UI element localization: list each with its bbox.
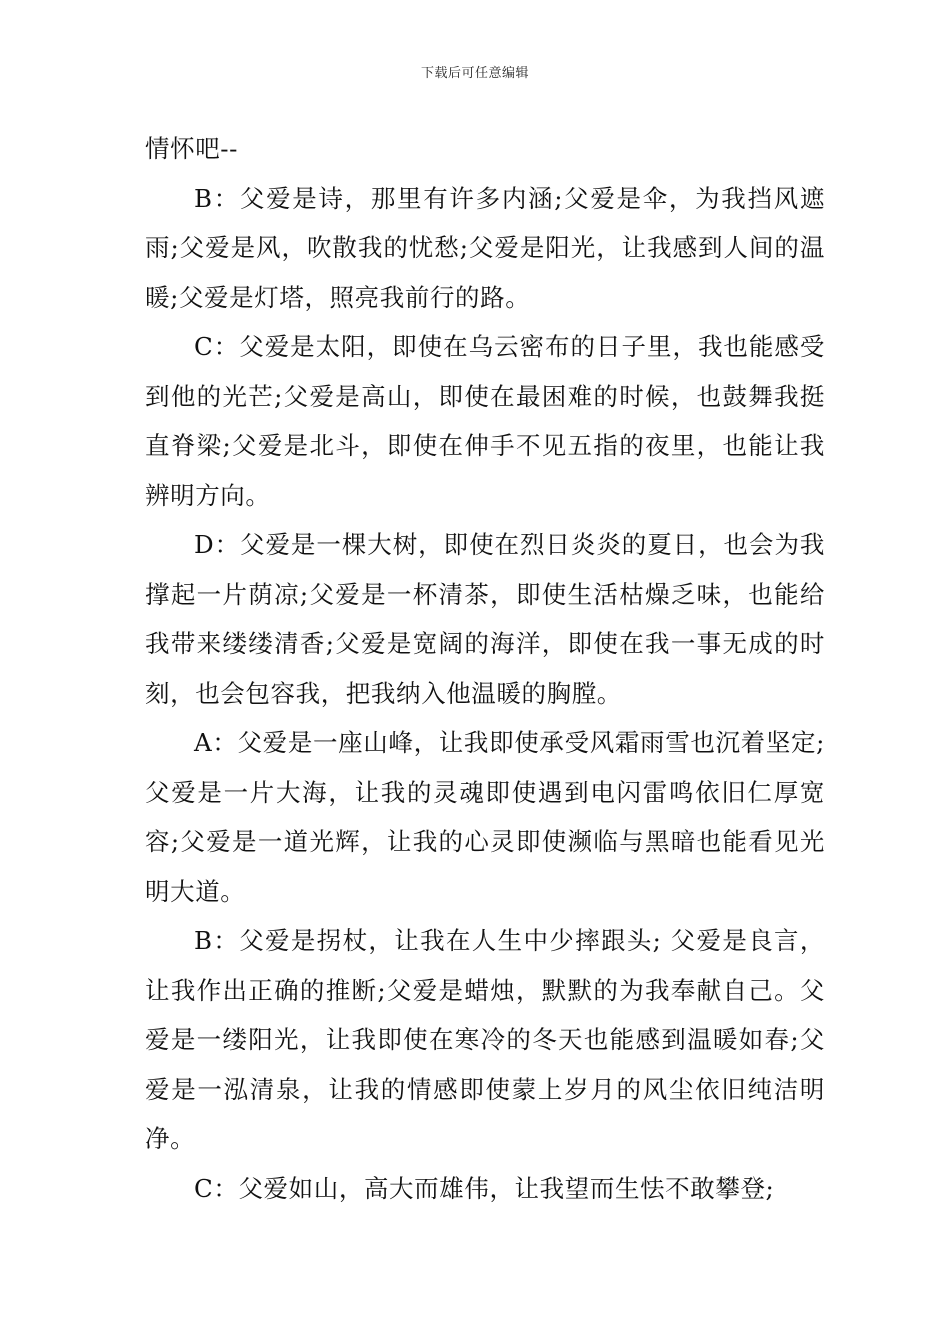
paragraph-a-1: A：父爱是一座山峰，让我即使承受风霜雨雪也沉着坚定;父爱是一片大海，让我的灵魂即使遇到电闪雷鸣依旧仁厚宽容;父爱是一道光辉，让我的心灵即使濒临与黑暗也能看见光明大道。 <box>145 728 825 906</box>
body-text <box>145 124 825 1213</box>
paragraph-b-1: B：父爱是诗，那里有许多内涵;父爱是伞，为我挡风遮雨;父爱是风，吹散我的忧愁;父爱是阳光，让我感到人间的温暖;父爱是灯塔，照亮我前行的路。 <box>145 183 825 312</box>
page-header: 下载后可任意编辑 <box>420 66 529 81</box>
paragraph-d-1: D：父爱是一棵大树，即使在烈日炎炎的夏日，也会为我撑起一片荫凉;父爱是一杯清茶，即使生活枯燥乏味，也能给我带来缕缕清香;父爱是宽阔的海洋，即使在我一事无成的时刻，也会包容我，把我纳入他温暖的胸膛。 <box>145 530 825 708</box>
paragraph-b-2: B：父爱是拐杖，让我在人生中少摔跟头; 父爱是良言，让我作出正确的推断;父爱是蜡烛，默默的为我奉献自己。父爱是一缕阳光，让我即使在寒冷的冬天也能感到温暖如春;父爱是一泓清泉，让我的情感即使蒙上岁月的风尘依旧纯洁明净。 <box>145 926 825 1153</box>
paragraph-c-2: C：父爱如山，高大而雄伟，让我望而生怯不敢攀登; <box>194 1173 775 1203</box>
paragraph-c-1: C：父爱是太阳，即使在乌云密布的日子里，我也能感受到他的光芒;父爱是高山，即使在最困难的时候，也鼓舞我挺直脊梁;父爱是北斗，即使在伸手不见五指的夜里，也能让我辨明方向。 <box>145 332 825 510</box>
paragraph-continuation: 情怀吧-- <box>145 134 239 163</box>
